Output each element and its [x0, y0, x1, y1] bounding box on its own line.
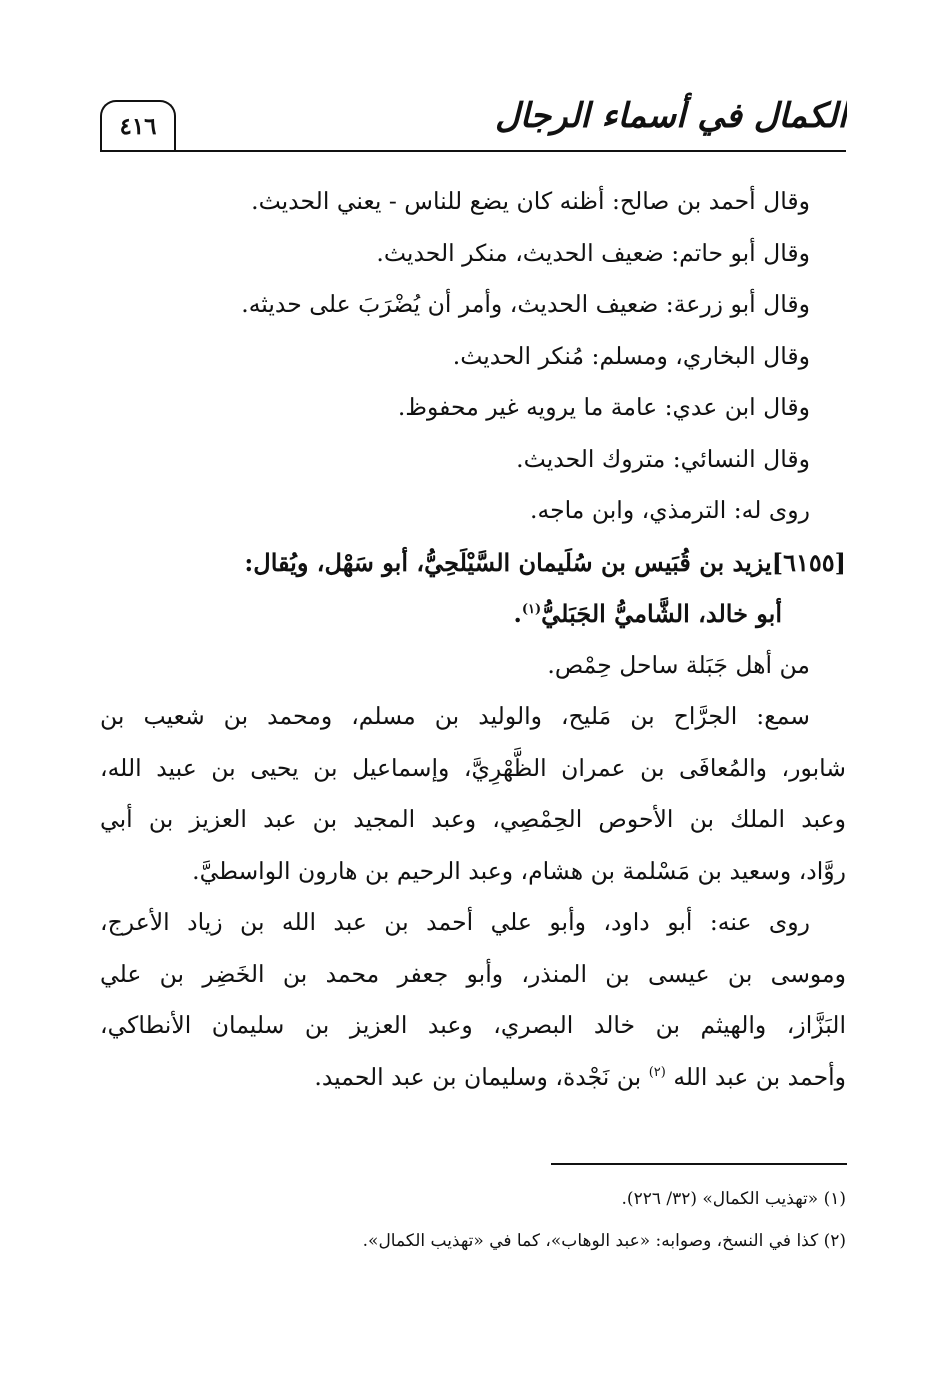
entry-heading-continued — [100, 588, 846, 640]
footnote-marker: (٢) — [648, 1064, 666, 1080]
entry-number: [٦١٥٥] — [771, 547, 846, 577]
text-line: وقال البخاري، ومسلم: مُنكر الحديث. — [452, 341, 810, 370]
text-line: شابور، والمُعافَى بن عمران الظَّهْرِيَّ، وإسماعيل بن يحيى بن عبيد الله، — [100, 753, 846, 782]
text-line: وقال النسائي: متروك الحديث. — [516, 444, 810, 473]
text-segment: وأحمد بن عبد الله — [673, 1062, 846, 1091]
footnotes — [100, 1178, 846, 1262]
text-line: روى عنه: أبو داود، وأبو علي أحمد بن عبد الله بن زياد الأعرج، — [100, 908, 810, 936]
text-line: البَزَّاز، والهيثم بن خالد البصري، وعبد العزيز بن سليمان الأنطاكي، — [100, 1011, 846, 1039]
entry-heading — [100, 537, 846, 589]
text-segment: بن نَجْدة، وسليمان بن عبد الحميد. — [314, 1062, 642, 1091]
entry-heading-end: . — [513, 599, 522, 628]
entry-name: يزيد بن قُبَيس بن سُلَيمان السَّيْلَحِيُّ، أبو سَهْل، ويُقال: — [244, 547, 772, 577]
footnote: (٢) كذا في النسخ، وصوابه: «عبد الوهاب»، كما في «تهذيب الكمال». — [362, 1231, 846, 1251]
text-line: سمع: الجرَّاح بن مَليح، والوليد بن مسلم، ومحمد بن شعيب بن — [100, 702, 810, 730]
running-title: الكمال في أسماء الرجال — [495, 96, 847, 136]
main-text — [100, 176, 846, 1103]
text-line: وموسى بن عيسى بن المنذر، وأبو جعفر محمد بن الخَضِر بن علي — [100, 959, 846, 988]
text-line: وقال أبو زرعة: ضعيف الحديث، وأمر أن يُضْرَبَ على حديثه. — [241, 290, 810, 318]
header-divider — [100, 150, 846, 152]
text-line: وعبد الملك بن الأحوص الحِمْصِي، وعبد المجيد بن عبد العزيز بن أبي — [100, 805, 846, 833]
footnote-divider — [551, 1163, 847, 1165]
text-line: وقال أبو حاتم: ضعيف الحديث، منكر الحديث. — [376, 238, 810, 267]
text-line: روى له: الترمذي، وابن ماجه. — [530, 496, 810, 524]
text-line: وقال أحمد بن صالح: أظنه كان يضع للناس - يعني الحديث. — [251, 187, 810, 215]
origin-line: من أهل جَبَلة ساحل حِمْص. — [547, 650, 810, 679]
entry-name-continued: أبو خالد، الشَّاميُّ الجَبَليُّ — [541, 599, 782, 628]
footnote: (١) «تهذيب الكمال» (٣٢/ ٢٢٦). — [621, 1189, 846, 1209]
page-number: ٤١٦ — [100, 100, 176, 150]
text-line — [100, 1052, 846, 1104]
text-line: وقال ابن عدي: عامة ما يرويه غير محفوظ. — [397, 393, 810, 421]
footnote-marker: (١) — [521, 602, 542, 617]
text-line: روَّاد، وسعيد بن مَسْلمة بن هشام، وعبد الرحيم بن هارون الواسطيَّ. — [192, 856, 846, 885]
